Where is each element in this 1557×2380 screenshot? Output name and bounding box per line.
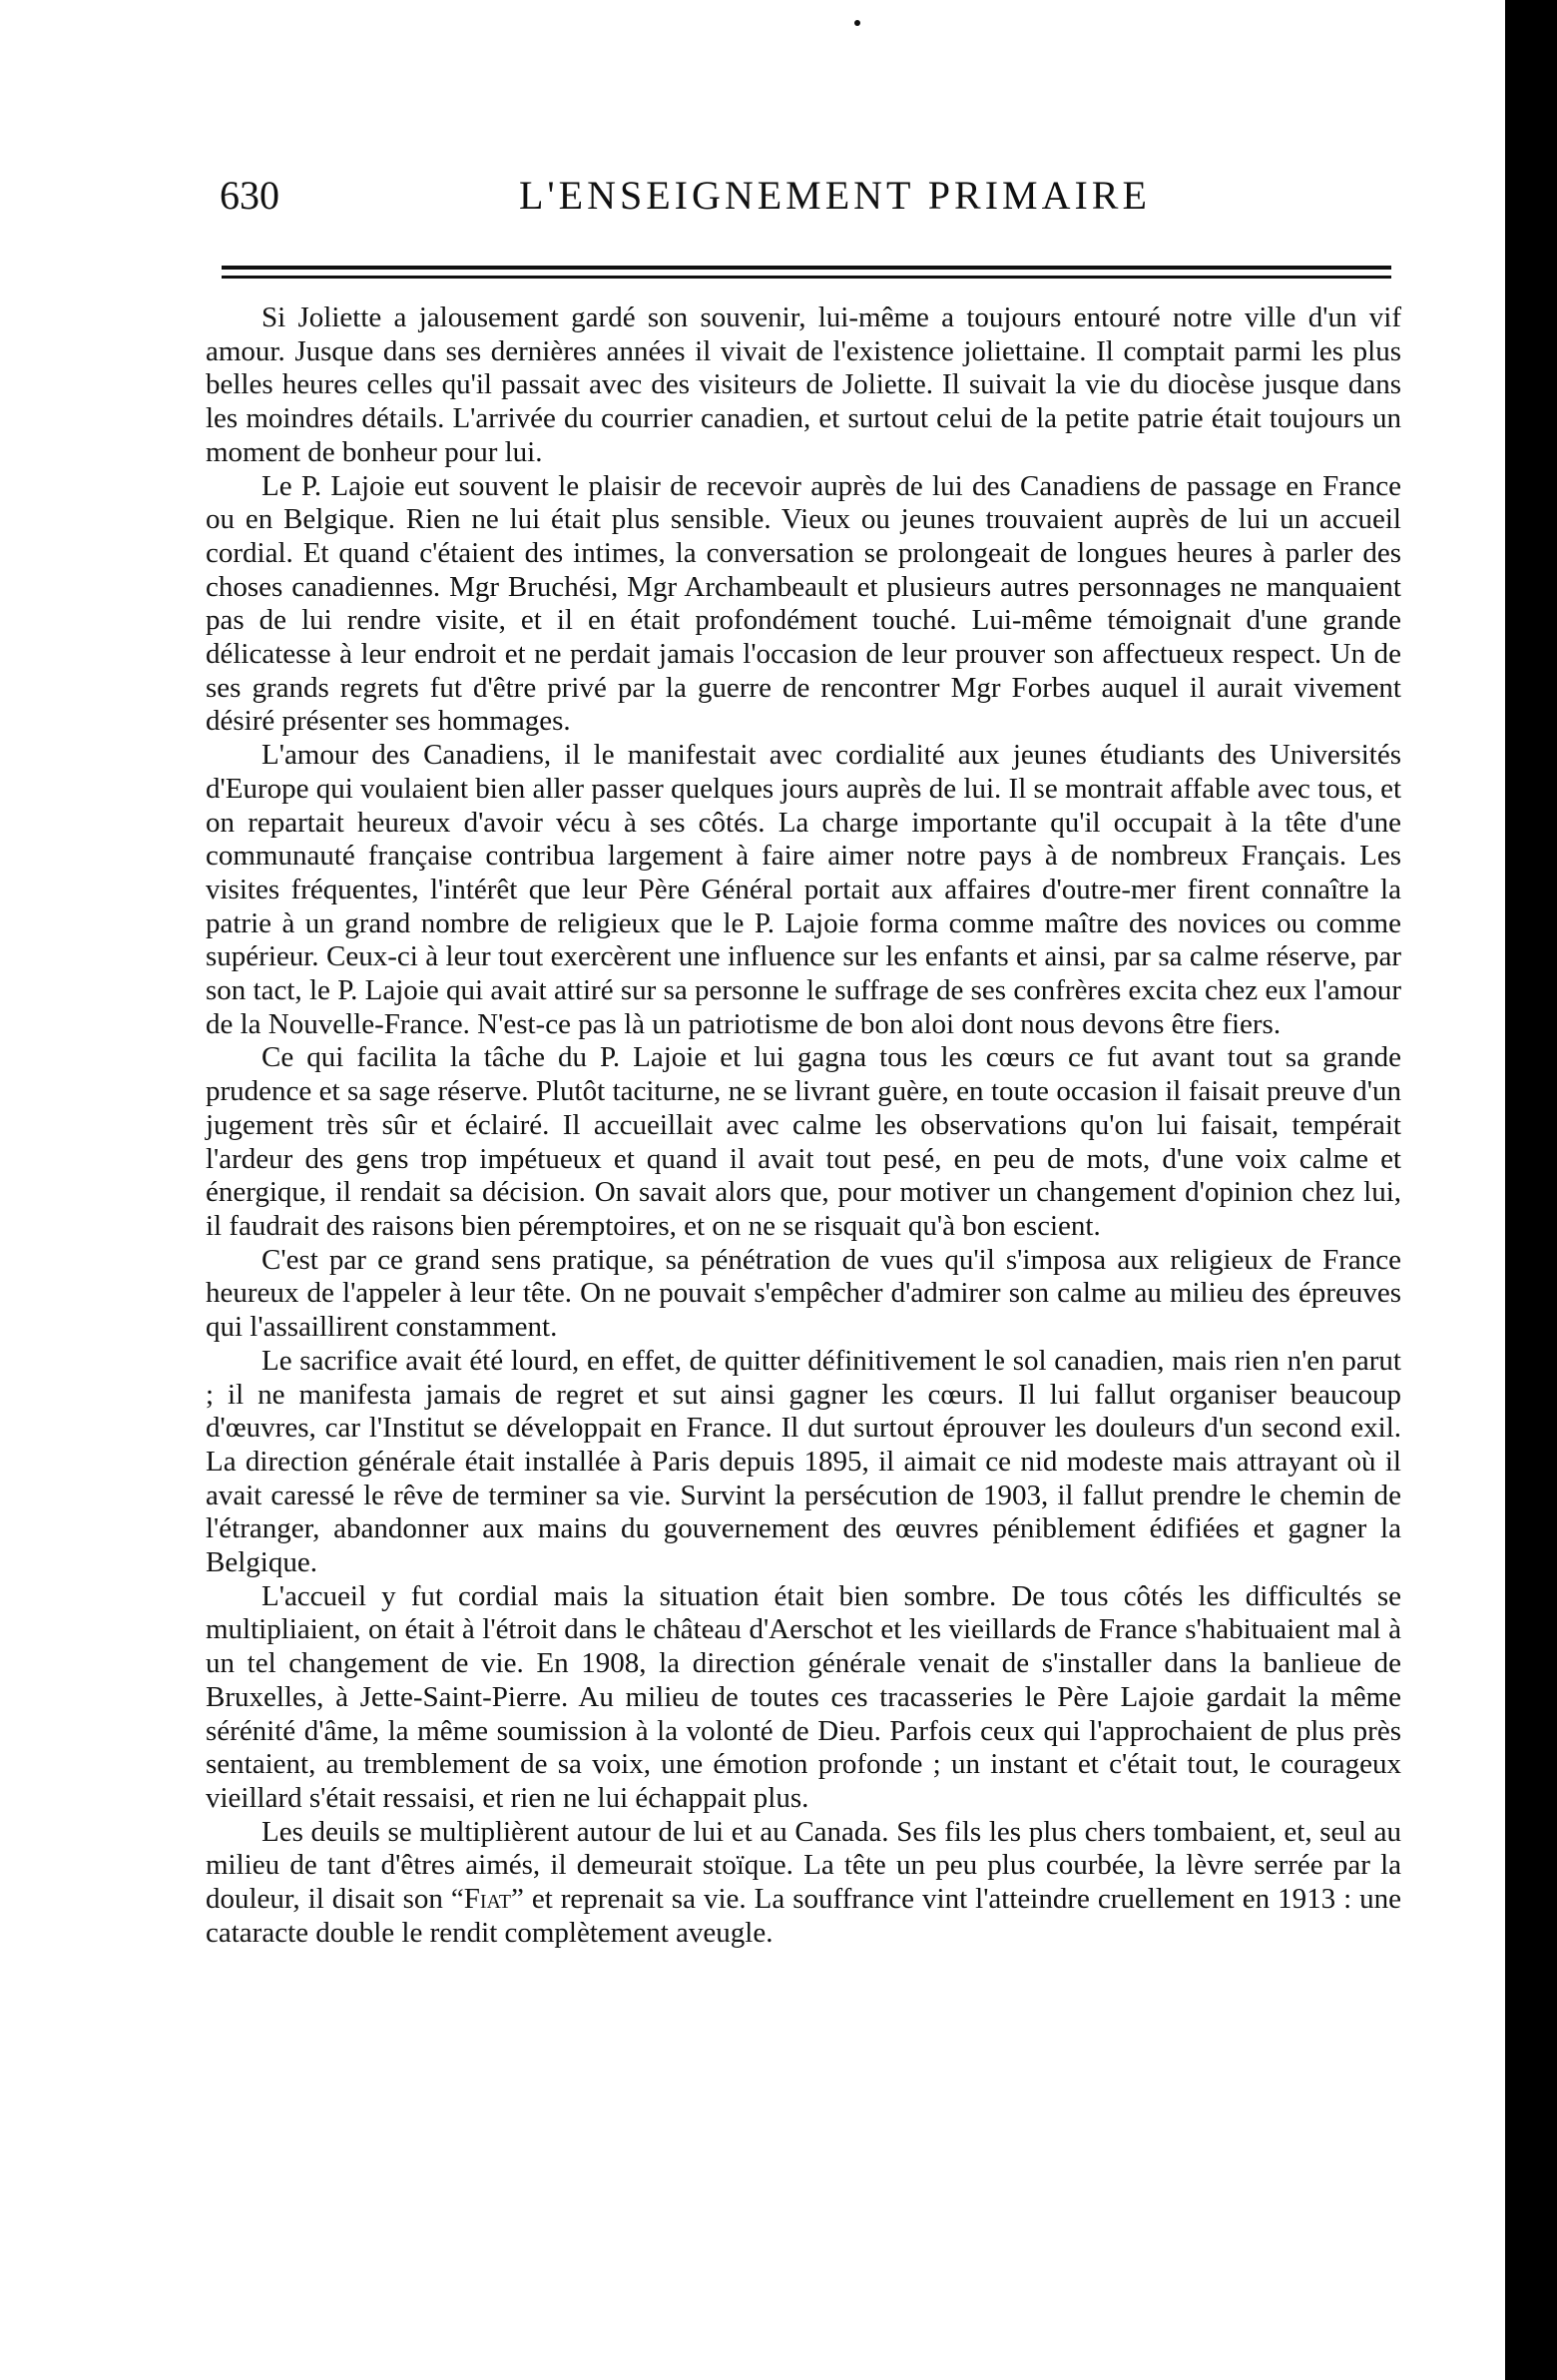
paragraph-accueil: L'accueil y fut cordial mais la situation était bien sombre. De tous côtés les difficultés se multipliaient, on était à l'étroit dans le château d'Aerschot et les vieillards de France s'habituaient mal à un tel changement de vie. En 1908, la direction générale venait de s'installer dans la banlieue de Bruxelles, à Jette-Saint-Pierre. Au milieu de toutes ces tracasseries le Père Lajoie gardait la même sérénité d'âme, la même soumission à la volonté de Dieu. Parfois ceux qui l'approchaient de plus près sentaient, au tremblement de sa voix, une émotion profonde ; un instant et c'était tout, le courageux vieillard s'était ressaisi, et rien ne lui échappait plus.	[206, 1579, 1401, 1814]
fiat-word: Fiat	[463, 1883, 511, 1916]
paragraph-sens-pratique: C'est par ce grand sens pratique, sa pénétration de vues qu'il s'imposa aux religieux de France heureux de l'appeler à leur tête. On ne pouvait s'empêcher d'admirer son calme au milieu des épreuves qui l'assaillirent constamment.	[206, 1243, 1401, 1344]
article-body	[206, 301, 1401, 1950]
scan-border	[1505, 0, 1557, 2380]
paragraph-joliette: Si Joliette a jalousement gardé son souvenir, lui-même a toujours entouré notre ville d'un vif amour. Jusque dans ses dernières années il vivait de l'existence joliettaine. Il comptait parmi les plus belles heures celles qu'il passait avec des visiteurs de Joliette. Il suivait la vie du diocèse jusque dans les moindres détails. L'arrivée du courrier canadien, et surtout celui de la petite patrie était toujours un moment de bonheur pour lui.	[206, 301, 1401, 468]
paragraph-etudiants: L'amour des Canadiens, il le manifestait avec cordialité aux jeunes étudiants des Universités d'Europe qui voulaient bien aller passer quelques jours auprès de lui. Il se montrait affable avec tous, et on repartait heureux d'avoir vécu à ses côtés. La charge importante qu'il occupait à la tête d'une communauté française contribua largement à faire aimer notre pays à de nombreux Français. Les visites fréquentes, l'intérêt que leur Père Général portait aux affaires d'outre-mer firent connaître la patrie à un grand nombre de religieux que le P. Lajoie forma comme maître des novices ou comme supérieur. Ceux-ci à leur tout exercèrent une influence sur les enfants et ainsi, par sa calme réserve, par son tact, le P. Lajoie qui avait attiré sur sa personne le suffrage de ses confrères excita chez eux l'amour de la Nouvelle-France. N'est-ce pas là un patriotisme de bon aloi dont nous devons être fiers.	[206, 739, 1401, 1040]
header-rule-bottom	[222, 276, 1391, 279]
paragraph-visiteurs: Le P. Lajoie eut souvent le plaisir de recevoir auprès de lui des Canadiens de passage en France ou en Belgique. Rien ne lui était plus sensible. Vieux ou jeunes trouvaient auprès de lui un accueil cordial. Et quand c'étaient des intimes, la conversation se prolongeait de longues heures à parler des choses canadiennes. Mgr Bruchési, Mgr Archambeault et plusieurs autres personnages ne manquaient pas de lui rendre visite, et il en était profondément touché. Lui-même témoignait d'une grande délicatesse à leur endroit et ne perdait jamais l'occasion de leur prouver son affectueux respect. Un de ses grands regrets fut d'être privé par la guerre de rencontrer Mgr Forbes auquel il aurait vivement désiré présenter ses hommages.	[206, 469, 1401, 738]
header-rule-top	[222, 266, 1391, 270]
page-number: 630	[220, 173, 279, 218]
paragraph-sacrifice: Le sacrifice avait été lourd, en effet, de quitter définitivement le sol canadien, mais rien n'en parut ; il ne manifesta jamais de regret et sut ainsi gagner les cœurs. Il lui fallut organiser beaucoup d'œuvres, car l'Institut se développait en France. Il dut surtout éprouver les douleurs d'un second exil. La direction générale était installée à Paris depuis 1895, il aimait ce nid modeste mais attrayant où il avait caressé le rêve de terminer sa vie. Survint la persécution de 1903, il fallut prendre le chemin de l'étranger, abandonner aux mains du gouvernement des œuvres péniblement édifiées et gagner la Belgique.	[206, 1344, 1401, 1579]
page-header	[220, 172, 1397, 232]
scan-speck	[854, 20, 860, 26]
deuils-text-end: ” et reprenait sa vie. La souffrance vint l'atteindre cruellement en 1913 : une cataracte double le rendit complètement aveugle.	[206, 1883, 1401, 1949]
deuils-text-start: Les deuils se multiplièrent autour de lui et au Canada. Ses fils les plus chers tombaient, et, seul au milieu de tant d'êtres aimés, il demeurait stoïque. La tête un peu plus courbée, la lèvre serrée par la douleur, il disait son “	[206, 1815, 1401, 1916]
paragraph-prudence: Ce qui facilita la tâche du P. Lajoie et lui gagna tous les cœurs ce fut avant tout sa grande prudence et sa sage réserve. Plutôt taciturne, ne se livrant guère, en toute occasion il faisait preuve d'un jugement très sûr et éclairé. Il accueillait avec calme les observations qu'on lui faisait, tempérait l'ardeur des gens trop impétueux et quand il avait tout pesé, en peu de mots, d'une voix calme et énergique, il rendait sa décision. On savait alors que, pour motiver un changement d'opinion chez lui, il faudrait des raisons bien péremptoires, et on ne se risquait qu'à bon escient.	[206, 1041, 1401, 1242]
running-title: L'ENSEIGNEMENT PRIMAIRE	[519, 173, 1151, 218]
paragraph-deuils	[206, 1816, 1401, 1951]
